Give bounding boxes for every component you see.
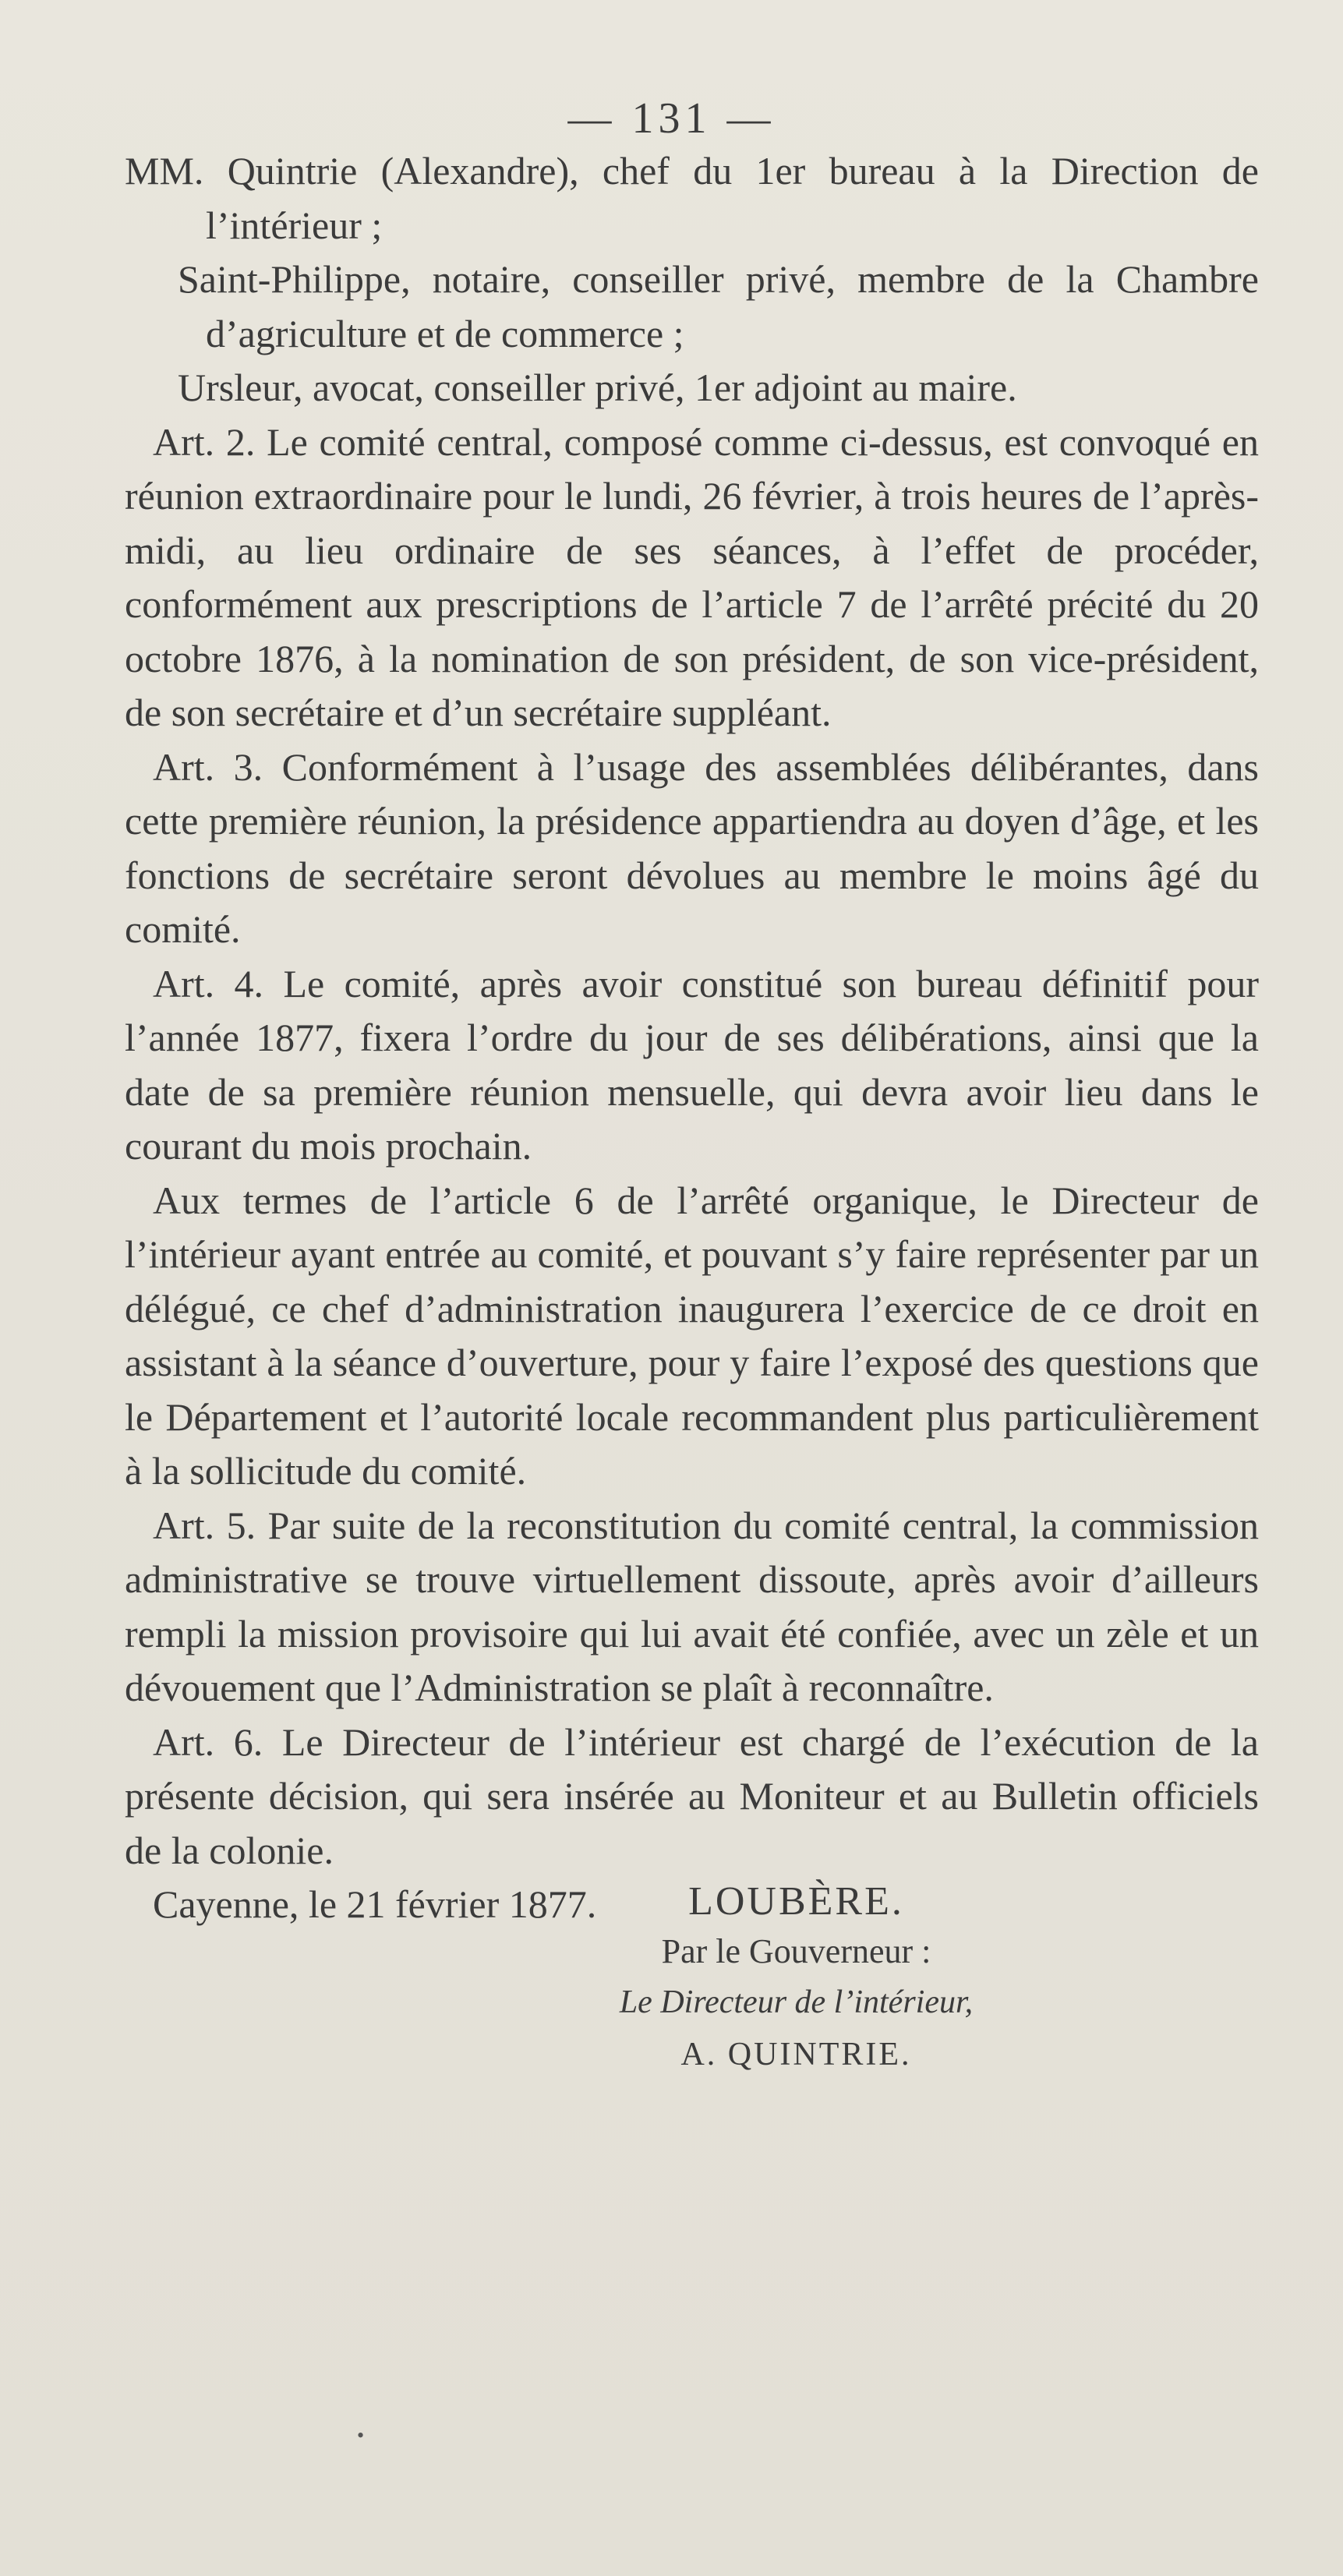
document-body	[125, 144, 1259, 1932]
ink-speck: •	[357, 2424, 365, 2447]
member-entry-ursleur: Ursleur, avocat, conseiller privé, 1er adjoint au maire.	[178, 366, 1017, 409]
article-6: Art. 6. Le Directeur de l’intérieur est chargé de l’exécution de la présente décision, qui sera insérée au Moniteur et au Bulletin officiels de la colonie.	[125, 1719, 1259, 1872]
page-number: — 131 —	[567, 94, 776, 143]
signature-initials: A. QUINTRIE.	[680, 2037, 912, 2072]
signature-name: LOUBÈRE.	[688, 1879, 904, 1924]
paragraph-aux-termes: Aux termes de l’article 6 de l’arrêté organique, le Directeur de l’intérieur ayant entrée au comité, et pouvant s’y faire représenter par un délégué, ce chef d’administration inaugurera l’exercice de ce droit en assistant à la séance d’ouverture, pour y faire l’exposé des questions que le Département et l’autorité locale recommandent plus particulièrement à la sollicitude du comité.	[125, 1178, 1259, 1493]
date-line: Cayenne, le 21 février 1877.	[153, 1882, 597, 1926]
member-entry-saint-philippe: Saint-Philippe, notaire, conseiller privé, membre de la Chambre d’agriculture et de commerce ;	[178, 257, 1259, 355]
article-5: Art. 5. Par suite de la reconstitution du comité central, la commission administrative se trouve virtuellement dissoute, après avoir d’ailleurs rempli la mission provisoire qui lui avait été confiée, avec un zèle et un dévouement que l’Administration se plaît à reconnaître.	[125, 1503, 1259, 1709]
article-3: Art. 3. Conformément à l’usage des assemblées délibérantes, dans cette première réunion, la présidence appartiendra au doyen d’âge, et les fonctions de secrétaire seront dévolues au membre le moins âgé du comité.	[125, 744, 1259, 951]
member-entry-quintrie: MM. Quintrie (Alexandre), chef du 1er bureau à la Direction de l’intérieur ;	[125, 149, 1259, 247]
article-4: Art. 4. Le comité, après avoir constitué son bureau définitif pour l’année 1877, fixera l’ordre du jour de ses délibérations, ainsi que la date de sa première réunion mensuelle, qui devra avoir lieu dans le courant du mois prochain.	[125, 961, 1259, 1168]
signature-by-line: Par le Gouverneur :	[661, 1932, 931, 1970]
article-2: Art. 2. Le comité central, composé comme ci-dessus, est convoqué en réunion extraordinaire pour le lundi, 26 février, à trois heures de l’après-midi, au lieu ordinaire de ses séances, à l’effet de procéder, conformément aux prescriptions de l’article 7 de l’arrêté précité du 20 octobre 1876, à la nomination de son président, de son vice-président, de son secrétaire et d’un secrétaire suppléant.	[125, 419, 1259, 734]
signature-role: Le Directeur de l’intérieur,	[619, 1984, 974, 2020]
